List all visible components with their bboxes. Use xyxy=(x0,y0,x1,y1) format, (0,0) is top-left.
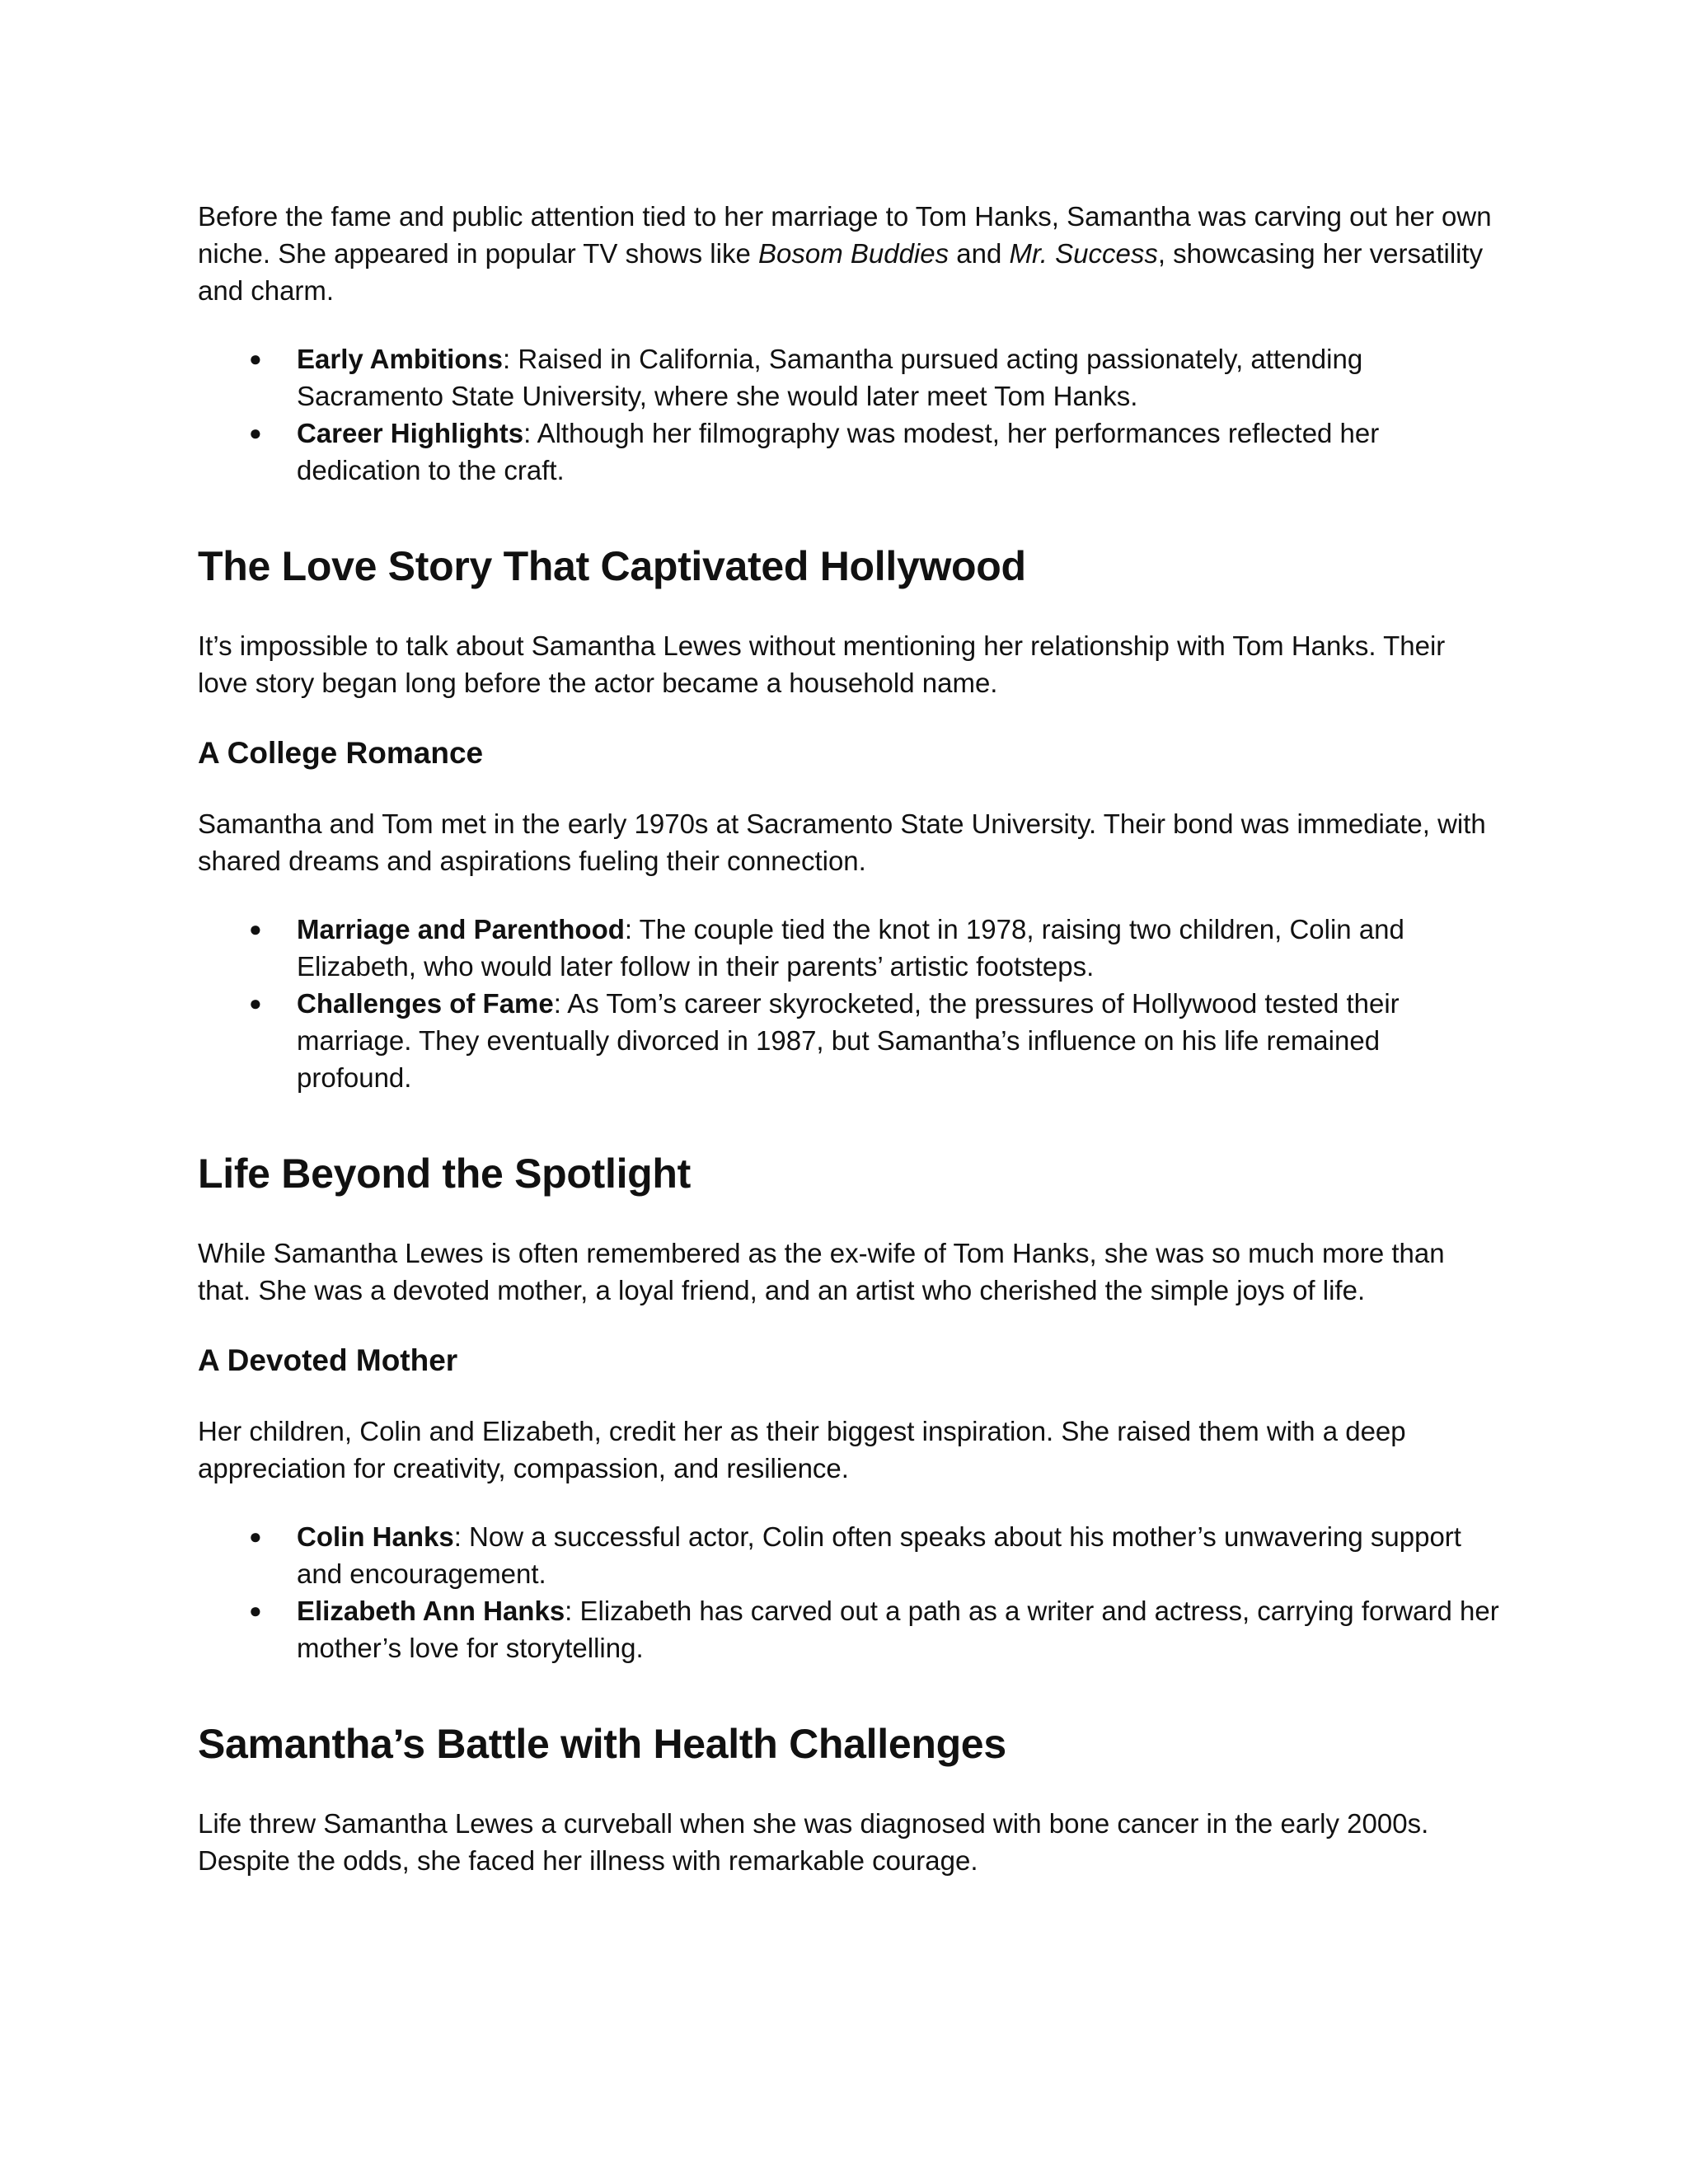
section-heading: Samantha’s Battle with Health Challenges xyxy=(198,1721,1006,1767)
bullet-icon: ● xyxy=(249,991,262,1015)
list-item xyxy=(198,415,1500,489)
list-item-text: : Now a successful actor, Colin often speaks about his mother’s unwavering support and encouragement. xyxy=(297,1521,1461,1589)
list-item-text: : Elizabeth has carved out a path as a writer and actress, carrying forward her mother’s love for storytelling. xyxy=(297,1596,1499,1663)
bullet-icon: ● xyxy=(249,1598,262,1623)
document-page xyxy=(198,198,1500,1879)
list-item-term: Challenges of Fame xyxy=(297,988,554,1019)
section-heading: The Love Story That Captivated Hollywood xyxy=(198,543,1026,589)
list-item-term: Elizabeth Ann Hanks xyxy=(297,1596,565,1626)
section-paragraph: While Samantha Lewes is often remembered as the ex-wife of Tom Hanks, she was so much more than that. She was a devoted mother, a loyal friend, and an artist who cherished the simple joys of life. xyxy=(198,1238,1445,1305)
subsection-heading: A Devoted Mother xyxy=(198,1343,458,1377)
list-item-term: Colin Hanks xyxy=(297,1521,454,1552)
list-item xyxy=(198,1518,1500,1592)
list-item-text: : The couple tied the knot in 1978, raising two children, Colin and Elizabeth, who would later follow in their parents’ artistic footsteps. xyxy=(297,914,1404,982)
bullet-icon: ● xyxy=(249,346,262,371)
subsection-paragraph: Samantha and Tom met in the early 1970s at Sacramento State University. Their bond was immediate, with shared dreams and aspirations fueling their connection. xyxy=(198,808,1486,876)
list-item xyxy=(198,985,1500,1096)
intro-text: Before the fame and public attention tied to her marriage to Tom Hanks, Samantha was carving out her own niche. She appeared in popular TV shows like xyxy=(198,201,1492,269)
children-list xyxy=(198,1518,1500,1666)
show-title: Mr. Success xyxy=(1009,238,1158,269)
list-item xyxy=(198,911,1500,985)
intro-text: , showcasing her versatility and charm. xyxy=(198,238,1484,306)
subsection-paragraph: Her children, Colin and Elizabeth, credit her as their biggest inspiration. She raised them with a deep appreciation for creativity, compassion, and resilience. xyxy=(198,1416,1406,1483)
list-item-text: : Although her filmography was modest, her performances reflected her dedication to the craft. xyxy=(297,418,1380,485)
section-heading: Life Beyond the Spotlight xyxy=(198,1151,692,1197)
list-item-text: : As Tom’s career skyrocketed, the pressures of Hollywood tested their marriage. They eventually divorced in 1987, but Samantha’s influence on his life remained profound. xyxy=(297,988,1400,1093)
show-title: Bosom Buddies xyxy=(757,238,950,269)
bullet-icon: ● xyxy=(249,420,262,445)
marriage-list xyxy=(198,911,1500,1096)
list-item-text: : Raised in California, Samantha pursued acting passionately, attending Sacramento State University, where she would later meet Tom Hanks. xyxy=(297,344,1363,411)
intro-paragraph xyxy=(198,198,1500,309)
list-item-term: Early Ambitions xyxy=(297,344,503,374)
career-list xyxy=(198,340,1500,489)
bullet-icon: ● xyxy=(249,916,262,941)
section-paragraph: It’s impossible to talk about Samantha Lewes without mentioning her relationship with Tom Hanks. Their love story began long before the actor became a household name. xyxy=(198,630,1446,698)
list-item-term: Marriage and Parenthood xyxy=(297,914,625,944)
intro-text: and xyxy=(949,238,1010,269)
section-paragraph: Life threw Samantha Lewes a curveball when she was diagnosed with bone cancer in the early 2000s. Despite the odds, she faced her illness with remarkable courage. xyxy=(198,1808,1429,1876)
subsection-heading: A College Romance xyxy=(198,736,484,770)
list-item xyxy=(198,1592,1500,1666)
list-item-term: Career Highlights xyxy=(297,418,524,448)
list-item xyxy=(198,340,1500,415)
bullet-icon: ● xyxy=(249,1524,262,1549)
